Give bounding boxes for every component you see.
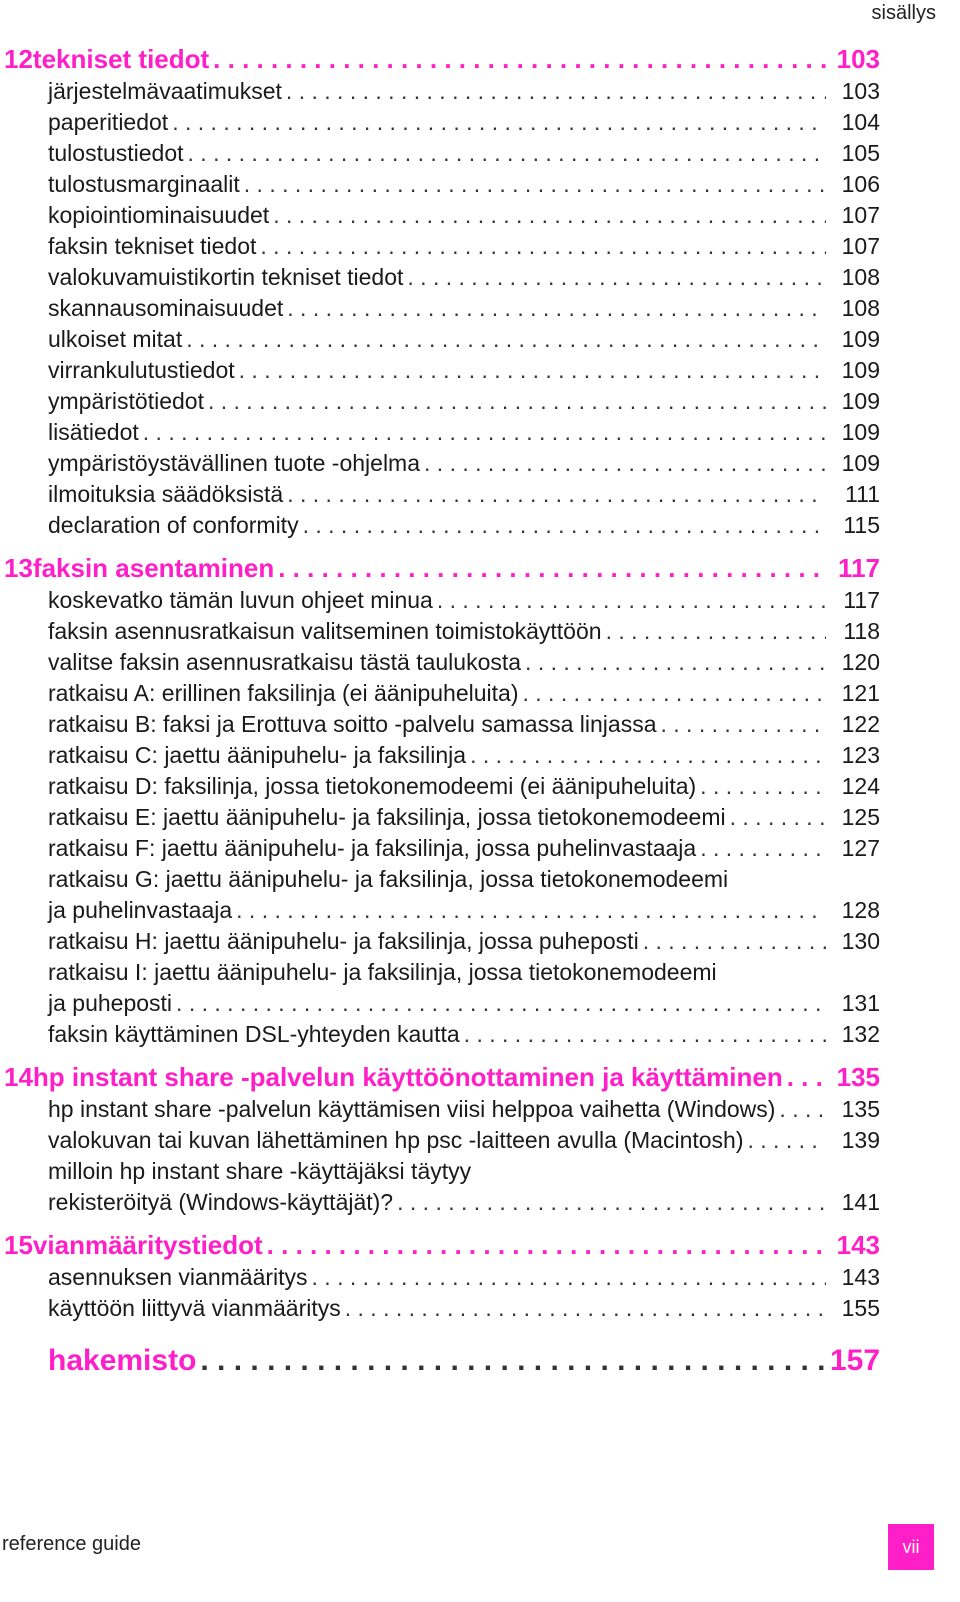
index-title: hakemisto (48, 1344, 197, 1377)
toc-entry-title: tulostustiedot (48, 140, 184, 166)
toc-entry-link[interactable] (0, 388, 880, 419)
toc-entry-link[interactable] (0, 1021, 880, 1052)
chapter-heading-link[interactable] (0, 553, 880, 587)
toc-entry-page: 107 (841, 202, 880, 228)
toc-entry-link[interactable] (0, 773, 880, 804)
toc-entry-link[interactable] (0, 171, 880, 202)
dot-leader (700, 835, 826, 862)
toc-entry-title: ratkaisu A: erillinen faksilinja (ei äänipuheluita) (48, 680, 519, 706)
toc-entry-page: 130 (841, 928, 880, 954)
dot-leader (437, 587, 826, 614)
dot-leader (464, 1021, 826, 1048)
toc-entry-page: 123 (841, 742, 880, 768)
toc-entry-title: kopiointiominaisuudet (48, 202, 270, 228)
chapter-page-number: 135 (836, 1062, 880, 1092)
toc-entry-title: paperitiedot (48, 109, 169, 135)
toc-entry-title: ratkaisu F: jaettu äänipuhelu- ja faksilinja, jossa puhelinvastaaja (48, 835, 697, 861)
toc-entry-link[interactable] (0, 742, 880, 773)
dot-leader (606, 618, 826, 645)
toc-entry-title: ja puheposti (48, 990, 173, 1016)
toc-entry-link[interactable] (0, 481, 880, 512)
toc-entry-title: rekisteröityä (Windows-käyttäjät)? (48, 1189, 394, 1215)
chapter-section (0, 44, 880, 543)
toc-entry-page: 127 (841, 835, 880, 861)
toc-entry-title: ratkaisu B: faksi ja Erottuva soitto -palvelu samassa linjassa (48, 711, 657, 737)
toc-entry-page: 117 (843, 587, 880, 613)
toc-entry-link[interactable] (0, 649, 880, 680)
index-link[interactable] (0, 1344, 880, 1384)
toc-entry-page: 128 (841, 897, 880, 923)
dot-leader (244, 171, 826, 198)
toc-entry-link[interactable] (0, 804, 880, 835)
toc-entry-title: ratkaisu E: jaettu äänipuhelu- ja faksilinja, jossa tietokonemodeemi (48, 804, 726, 830)
toc-entry-page: 118 (843, 618, 880, 644)
toc-entry-title: valokuvamuistikortin tekniset tiedot (48, 264, 404, 290)
toc-entry-title: lisätiedot (48, 419, 139, 445)
dot-leader (730, 804, 826, 831)
toc-entry-title: järjestelmävaatimukset (48, 78, 282, 104)
dot-leader (172, 109, 826, 136)
toc-entry-link[interactable] (0, 1264, 880, 1295)
toc-entry-link[interactable] (0, 512, 880, 543)
toc-entry-page: 108 (841, 295, 880, 321)
dot-leader (661, 711, 827, 738)
chapter-title: hp instant share -palvelun käyttöönottaminen ja käyttäminen (32, 1062, 783, 1092)
toc-entry-link[interactable] (0, 450, 880, 481)
dot-leader (267, 1230, 826, 1261)
toc-entry-page: 104 (841, 109, 880, 135)
toc-entry-page: 108 (841, 264, 880, 290)
toc-entry-link[interactable] (0, 897, 880, 928)
dot-leader (470, 742, 826, 769)
toc-entry-title: ilmoituksia säädöksistä (48, 481, 284, 507)
chapter-number: 14 (4, 1062, 33, 1092)
toc-entry-title: hp instant share -palvelun käyttämisen viisi helppoa vaihetta (Windows) (48, 1096, 776, 1122)
dot-leader (188, 140, 826, 167)
dot-leader (397, 1189, 826, 1216)
table-of-contents (0, 44, 880, 1384)
dot-leader (213, 44, 826, 75)
chapter-page-number: 103 (836, 44, 880, 74)
dot-leader (236, 897, 826, 924)
dot-leader (748, 1127, 827, 1154)
chapter-page-number: 117 (838, 553, 880, 583)
toc-entry-title: faksin käyttäminen DSL-yhteyden kautta (48, 1021, 460, 1047)
toc-entry-link[interactable] (0, 680, 880, 711)
dot-leader (287, 481, 826, 508)
dot-leader (260, 233, 826, 260)
toc-entry-page: 139 (841, 1127, 880, 1153)
toc-entry-title: asennuksen vianmääritys (48, 1264, 308, 1290)
dot-leader (312, 1264, 826, 1291)
toc-entry-link[interactable] (0, 928, 880, 959)
chapter-section (0, 1062, 880, 1220)
toc-entry-page: 121 (841, 680, 880, 706)
dot-leader (200, 1344, 826, 1378)
chapter-number: 15 (4, 1230, 33, 1260)
dot-leader (787, 1062, 826, 1093)
toc-entry-link[interactable] (0, 835, 880, 866)
toc-entry-link[interactable] (0, 295, 880, 326)
toc-entry-page: 111 (845, 481, 880, 507)
toc-entry-page: 109 (841, 326, 880, 352)
toc-entry-title: koskevatko tämän luvun ohjeet minua (48, 587, 433, 613)
toc-entry-title-line1: ratkaisu G: jaettu äänipuhelu- ja faksilinja, jossa tietokonemodeemi (48, 866, 729, 892)
toc-entry-title: ja puhelinvastaaja (48, 897, 233, 923)
dot-leader (286, 78, 826, 105)
chapter-heading-link[interactable] (0, 44, 880, 78)
dot-leader (424, 450, 826, 477)
toc-entry-title: faksin tekniset tiedot (48, 233, 257, 259)
running-header: sisällys (871, 2, 936, 24)
toc-entry-page: 115 (843, 512, 880, 538)
toc-entry-page: 109 (841, 388, 880, 414)
dot-leader (303, 512, 826, 539)
toc-entry-page: 131 (841, 990, 880, 1016)
toc-entry-title-line1: ratkaisu I: jaettu äänipuhelu- ja faksilinja, jossa tietokonemodeemi (48, 959, 717, 985)
toc-entry-title: ulkoiset mitat (48, 326, 183, 352)
toc-entry-link[interactable] (0, 1127, 880, 1158)
toc-entry-title: skannausominaisuudet (48, 295, 284, 321)
toc-entry-title: valitse faksin asennusratkaisu tästä taulukosta (48, 649, 522, 675)
toc-entry-title: declaration of conformity (48, 512, 299, 538)
toc-entry-link[interactable] (0, 109, 880, 140)
chapter-title: vianmääritystiedot (32, 1230, 263, 1260)
toc-entry-line (0, 959, 880, 990)
toc-entry-link[interactable] (0, 1096, 880, 1127)
page-number: vii (902, 1536, 920, 1557)
toc-entry-page: 125 (841, 804, 880, 830)
toc-entry-page: 106 (841, 171, 880, 197)
toc-entry-page: 143 (841, 1264, 880, 1290)
toc-entry-title-line1: milloin hp instant share -käyttäjäksi täytyy (48, 1158, 472, 1184)
toc-entry-page: 135 (841, 1096, 880, 1122)
toc-entry-title: virrankulutustiedot (48, 357, 235, 383)
dot-leader (239, 357, 826, 384)
toc-entry-title: ympäristöystävällinen tuote -ohjelma (48, 450, 421, 476)
page-number-badge (888, 1524, 934, 1570)
dot-leader (278, 553, 826, 584)
chapter-page-number: 143 (836, 1230, 880, 1260)
toc-entry-page: 103 (841, 78, 880, 104)
toc-entry-line (0, 1158, 880, 1189)
chapter-number: 12 (4, 44, 33, 74)
chapter-heading-link[interactable] (0, 1230, 880, 1264)
chapter-title: faksin asentaminen (32, 553, 275, 583)
index-page-number: 157 (830, 1344, 881, 1377)
dot-leader (208, 388, 826, 415)
toc-entry-link[interactable] (0, 264, 880, 295)
toc-entry-page: 122 (841, 711, 880, 737)
toc-entry-link[interactable] (0, 711, 880, 742)
toc-entry-page: 107 (841, 233, 880, 259)
toc-entry-page: 132 (841, 1021, 880, 1047)
toc-entry-title: ratkaisu C: jaettu äänipuhelu- ja faksilinja (48, 742, 467, 768)
toc-entry-link[interactable] (0, 233, 880, 264)
dot-leader (525, 649, 826, 676)
toc-entry-page: 155 (841, 1295, 880, 1321)
toc-entry-page: 120 (841, 649, 880, 675)
dot-leader (522, 680, 826, 707)
toc-entry-title: valokuvan tai kuvan lähettäminen hp psc -laitteen avulla (Macintosh) (48, 1127, 744, 1153)
toc-entry-page: 105 (841, 140, 880, 166)
toc-entry-title: käyttöön liittyvä vianmääritys (48, 1295, 341, 1321)
dot-leader (779, 1096, 826, 1123)
toc-entry-line (0, 866, 880, 897)
toc-entry-link[interactable] (0, 1189, 880, 1220)
dot-leader (345, 1295, 826, 1322)
toc-entry-title: faksin asennusratkaisun valitseminen toimistokäyttöön (48, 618, 602, 644)
toc-entry-link[interactable] (0, 990, 880, 1021)
dot-leader (186, 326, 826, 353)
toc-entry-page: 124 (841, 773, 880, 799)
toc-entry-link[interactable] (0, 419, 880, 450)
toc-entry-title: ratkaisu D: faksilinja, jossa tietokonemodeemi (ei äänipuheluita) (48, 773, 697, 799)
toc-entry-link[interactable] (0, 326, 880, 357)
dot-leader (407, 264, 826, 291)
chapter-title: tekniset tiedot (32, 44, 210, 74)
toc-entry-page: 109 (841, 450, 880, 476)
toc-entry-page: 109 (841, 419, 880, 445)
chapter-section (0, 553, 880, 1052)
toc-entry-link[interactable] (0, 618, 880, 649)
dot-leader (700, 773, 826, 800)
toc-entry-page: 109 (841, 357, 880, 383)
toc-entry-link[interactable] (0, 140, 880, 171)
toc-entry-page: 141 (841, 1189, 880, 1215)
chapter-heading-link[interactable] (0, 1062, 880, 1096)
dot-leader (643, 928, 826, 955)
footer-guide-title: reference guide (2, 1533, 141, 1555)
toc-entry-title: tulostusmarginaalit (48, 171, 240, 197)
chapter-number: 13 (4, 553, 33, 583)
dot-leader (143, 419, 826, 446)
chapter-section (0, 1230, 880, 1326)
toc-entry-link[interactable] (0, 587, 880, 618)
toc-entry-link[interactable] (0, 202, 880, 233)
toc-entry-link[interactable] (0, 1295, 880, 1326)
dot-leader (287, 295, 826, 322)
toc-entry-title: ratkaisu H: jaettu äänipuhelu- ja faksilinja, jossa puheposti (48, 928, 639, 954)
dot-leader (273, 202, 826, 229)
toc-entry-link[interactable] (0, 357, 880, 388)
toc-entry-title: ympäristötiedot (48, 388, 204, 414)
toc-entry-link[interactable] (0, 78, 880, 109)
dot-leader (176, 990, 826, 1017)
